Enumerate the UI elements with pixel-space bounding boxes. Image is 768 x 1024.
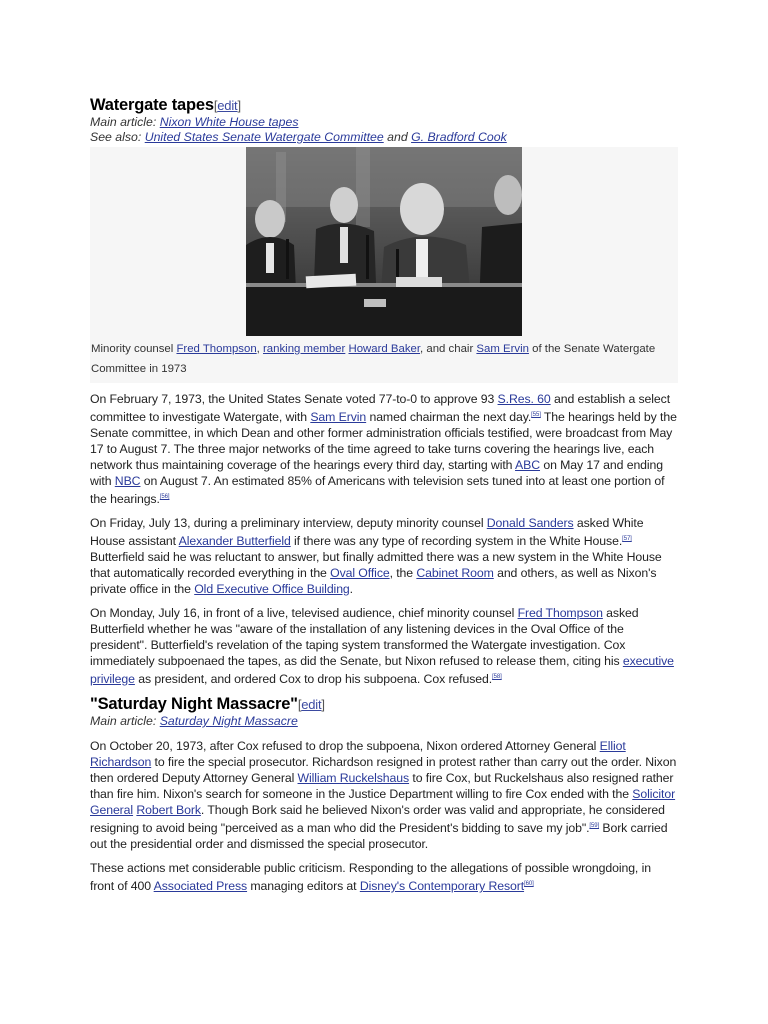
link-william-ruckelshaus[interactable]: William Ruckelshaus [297,771,410,785]
paragraph-text: to fire Cox, but Ruckelshaus also resigned rather than fire him. Nixon's search for someone in the Justice Department willing to fire Cox ended with the [90,771,674,801]
paragraph-text: . [349,582,353,596]
citation-55[interactable]: [55] [531,412,541,418]
paragraph-text: On Monday, July 16, in front of a live, televised audience, chief minority counsel [90,606,518,620]
caption-text: of the Senate Watergate Committee in 1973 [91,343,656,375]
caption-link-fred-thompson[interactable]: Fred Thompson [176,343,257,355]
paragraph-televised-hearing [90,605,678,687]
link-elliot-richardson[interactable]: Elliot Richardson [90,739,626,769]
paragraph-text: The hearings held by the Senate committee, in which Dean and other former administration officials testified, were broadcast from May 17 to August 7. The three major networks of the time agreed to take turns covering the hearings live, each network thus maintaining coverage of the hearings every third day, starting with [90,410,677,472]
paragraph-text: managing editors at [247,879,360,893]
paragraph-text: , the [389,566,417,580]
link-solicitor-general[interactable]: Solicitor General [90,787,676,817]
link-fred-thompson[interactable]: Fred Thompson [517,606,603,620]
citation-60[interactable]: [60] [524,881,534,887]
section-title: Watergate tapes [90,96,214,114]
edit-section-link-wrapper: [edit] [297,697,325,712]
main-article-note [90,714,678,729]
paragraph-text: to fire the special prosecutor. Richardson resigned in protest rather than carry out the order. Nixon then ordered Deputy Attorney General [90,755,677,785]
link-disneys-contemporary-resort[interactable]: Disney's Contemporary Resort [359,879,525,893]
main-article-label: Main article: [90,714,160,728]
paragraph-text: Bork carried out the presidential order and dismissed the special prosecutor. [90,821,668,851]
main-article-label: Main article: [90,115,160,129]
caption-link-sam-ervin[interactable]: Sam Ervin [476,343,529,355]
paragraph-public-criticism [90,860,678,894]
thumbnail-figure [90,147,678,383]
paragraph-senate-vote [90,391,678,507]
see-also-link-committee[interactable]: United States Senate Watergate Committee [144,130,384,144]
paragraph-text: . Though Bork said he believed Nixon's order was valid and appropriate, he considered resigning to avoid being "perceived as a man who did the President's bidding to save my job". [90,803,665,835]
link-alexander-butterfield[interactable]: Alexander Butterfield [178,534,291,548]
paragraph-text: On Friday, July 13, during a preliminary interview, deputy minority counsel [90,516,487,530]
main-article-link[interactable]: Saturday Night Massacre [159,714,298,728]
caption-text: , [256,343,264,355]
main-article-link[interactable]: Nixon White House tapes [159,115,299,129]
citation-59[interactable]: [59] [589,823,600,829]
paragraph-text: These actions met considerable public criticism. Responding to the allegations of possible wrongdoing, in front of 400 [90,861,651,893]
link-robert-bork[interactable]: Robert Bork [136,803,201,817]
hearing-photo[interactable] [246,147,522,336]
caption-link-howard-baker[interactable]: Howard Baker [348,343,421,355]
link-oval-office[interactable]: Oval Office [330,566,390,580]
caption-text: Minority counsel [91,343,177,355]
link-nbc[interactable]: NBC [114,474,141,488]
paragraph-text: if there was any type of recording system in the White House. [290,534,623,548]
paragraph-text: On February 7, 1973, the United States Senate voted 77-to-0 to approve 93 [90,392,498,406]
see-also-label: See also: [90,130,145,144]
link-abc[interactable]: ABC [515,458,541,472]
see-also-note [90,130,678,145]
citation-56[interactable]: [56] [159,494,170,500]
paragraph-text: Butterfield said he was reluctant to answer, but finally admitted there was a new system in the White House that automatically recorded everything in the [90,550,662,580]
link-old-executive-office-building[interactable]: Old Executive Office Building [194,582,350,596]
edit-section-link-wrapper: [edit] [213,98,241,113]
link-executive-privilege[interactable]: executive privilege [90,654,674,686]
edit-section-link[interactable]: edit [217,98,238,113]
paragraph-text: on May 17 and ending with [90,458,664,488]
paragraph-text: named chairman the next day. [366,410,532,424]
paragraph-text: On October 20, 1973, after Cox refused to drop the subpoena, Nixon ordered Attorney General [90,739,600,753]
citation-58[interactable]: [58] [492,674,502,680]
photo-caption [90,336,678,379]
paragraph-text: on August 7. An estimated 85% of Americans with television sets tuned into at least one portion of the hearings. [90,474,665,506]
paragraph-text: as president, and ordered Cox to drop his subpoena. Cox refused. [134,672,493,686]
paragraph-text: asked Butterfield whether he was "aware of the installation of any listening devices in the Oval Office of the president". Butterfield's revelation of the taping system transformed the Watergate investigation. Cox immediately subpoenaed the tapes, as did the Senate, but Nixon refused to release them, citing his [90,606,639,668]
see-also-link-cook[interactable]: G. Bradford Cook [411,130,507,144]
section-heading-saturday-night-massacre [90,695,678,714]
paragraph-butterfield-interview [90,515,678,597]
see-also-and: and [383,130,412,144]
link-cabinet-room[interactable]: Cabinet Room [416,566,494,580]
paragraph-text: and others, as well as Nixon's private office in the [90,566,657,596]
article-body [90,96,678,902]
edit-section-link[interactable]: edit [301,697,322,712]
caption-link-ranking-member[interactable]: ranking member [263,343,346,355]
section-heading-watergate-tapes [90,96,678,115]
link-donald-sanders[interactable]: Donald Sanders [486,516,574,530]
paragraph-text: asked White House assistant [90,516,644,548]
link-sam-ervin[interactable]: Sam Ervin [310,410,367,424]
link-s-res-60[interactable]: S.Res. 60 [497,392,551,406]
citation-57[interactable]: [57] [622,536,632,542]
paragraph-october-20 [90,738,678,852]
main-article-note [90,115,678,130]
section-title: "Saturday Night Massacre" [90,695,298,713]
hearing-photo-image [246,147,522,336]
link-associated-press[interactable]: Associated Press [153,879,248,893]
paragraph-text: and establish a select committee to investigate Watergate, with [90,392,671,424]
caption-text: , and chair [420,343,477,355]
